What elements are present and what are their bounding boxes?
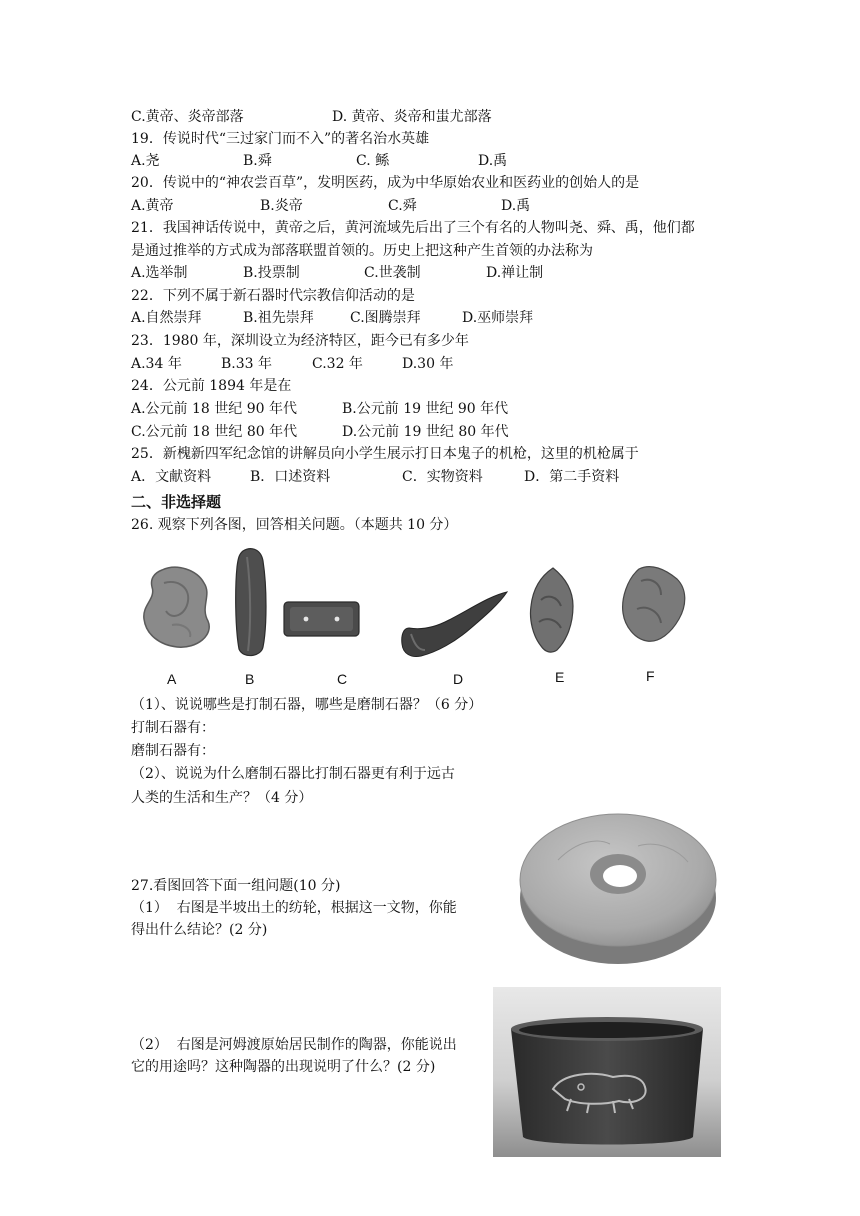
q21-option-c: C.世袭制 <box>364 265 421 281</box>
q22-option-d: D.巫师崇拜 <box>462 310 534 326</box>
spindle-whorl-photo <box>518 800 723 968</box>
q24-option-b: B.公元前 19 世纪 90 年代 <box>342 401 509 417</box>
q26-chipped-answer-line: 打制石器有： <box>131 720 215 736</box>
q24-option-c: C.公元前 18 世纪 80 年代 <box>131 424 298 440</box>
q22-stem: 22．下列不属于新石器时代宗教信仰活动的是 <box>131 288 415 304</box>
q21-stem-line2: 是通过推举的方式成为部落联盟首领的。历史上把这种产生首领的办法称为 <box>131 243 593 259</box>
hemudu-pottery-photo <box>493 987 721 1157</box>
q18-option-d: D. 黄帝、炎帝和蚩尤部落 <box>332 109 492 125</box>
section-heading: 二、非选择题 <box>131 493 222 511</box>
stone-tool-a <box>142 565 212 650</box>
q27-part2-line2: 它的用途吗？这种陶器的出现说明了什么？(2 分) <box>131 1059 436 1075</box>
stone-tool-e <box>527 566 577 654</box>
q24-stem: 24．公元前 1894 年是在 <box>131 378 292 394</box>
q27-part2-line1: （2） 右图是河姆渡原始居民制作的陶器，你能说出 <box>131 1037 457 1053</box>
q27-part1-line2: 得出什么结论？(2 分) <box>131 922 268 938</box>
q22-option-c: C.图腾崇拜 <box>350 310 421 326</box>
q26-stem: 26. 观察下列各图，回答相关问题。（本题共 10 分） <box>131 517 458 533</box>
stone-tool-d <box>399 590 511 660</box>
q19-stem: 19．传说时代“三过家门而不入”的著名治水英雄 <box>131 131 430 147</box>
tool-label-b: B <box>245 671 255 687</box>
stone-tool-b <box>233 547 269 661</box>
q25-option-b: B．口述资料 <box>250 469 331 485</box>
tool-label-e: E <box>555 669 565 685</box>
q27-stem: 27.看图回答下面一组问题(10 分) <box>131 878 341 894</box>
q20-option-c: C.舜 <box>388 198 417 214</box>
stone-tool-f <box>621 565 689 645</box>
q20-stem: 20．传说中的“神农尝百草”，发明医药，成为中华原始农业和医药业的创始人的是 <box>131 175 640 191</box>
q25-option-d: D．第二手资料 <box>524 469 620 485</box>
q20-option-b: B.炎帝 <box>260 198 303 214</box>
q26-polished-answer-line: 磨制石器有： <box>131 743 215 759</box>
q25-option-c: C．实物资料 <box>402 469 483 485</box>
q26-part2-line2: 人类的生活和生产？（4 分） <box>131 790 313 806</box>
q20-option-d: D.禹 <box>501 198 531 214</box>
stone-tool-c <box>282 599 362 639</box>
q23-option-d: D.30 年 <box>402 356 454 372</box>
q21-stem-line1: 21．我国神话传说中，黄帝之后，黄河流域先后出了三个有名的人物叫尧、舜、禹，他们都 <box>131 220 695 236</box>
q18-option-c: C.黄帝、炎帝部落 <box>131 109 244 125</box>
q22-option-b: B.祖先崇拜 <box>243 310 314 326</box>
q27-part1-line1: （1） 右图是半坡出土的纺轮，根据这一文物，你能 <box>131 900 457 916</box>
q19-option-c: C. 鲧 <box>356 153 390 169</box>
q21-option-a: A.选举制 <box>131 265 188 281</box>
q24-option-a: A.公元前 18 世纪 90 年代 <box>131 401 297 417</box>
tool-label-d: D <box>453 671 464 687</box>
q21-option-b: B.投票制 <box>243 265 300 281</box>
q23-option-a: A.34 年 <box>131 356 182 372</box>
tool-label-f: F <box>646 668 655 684</box>
tool-label-c: C <box>337 671 348 687</box>
q25-option-a: A．文献资料 <box>131 469 212 485</box>
q22-option-a: A.自然崇拜 <box>131 310 202 326</box>
q23-option-c: C.32 年 <box>312 356 363 372</box>
q24-option-d: D.公元前 19 世纪 80 年代 <box>342 424 509 440</box>
q19-option-b: B.舜 <box>243 153 272 169</box>
q26-part2-line1: （2）、说说为什么磨制石器比打制石器更有利于远古 <box>131 766 455 782</box>
q23-option-b: B.33 年 <box>221 356 273 372</box>
q19-option-d: D.禹 <box>478 153 508 169</box>
tool-label-a: A <box>167 671 177 687</box>
q26-part1: （1）、说说哪些是打制石器，哪些是磨制石器？（6 分） <box>131 697 483 713</box>
q20-option-a: A.黄帝 <box>131 198 174 214</box>
q21-option-d: D.禅让制 <box>486 265 544 281</box>
q19-option-a: A.尧 <box>131 153 160 169</box>
q23-stem: 23．1980 年，深圳设立为经济特区，距今已有多少年 <box>131 333 469 349</box>
q25-stem: 25．新槐新四军纪念馆的讲解员向小学生展示打日本鬼子的机枪，这里的机枪属于 <box>131 446 639 462</box>
